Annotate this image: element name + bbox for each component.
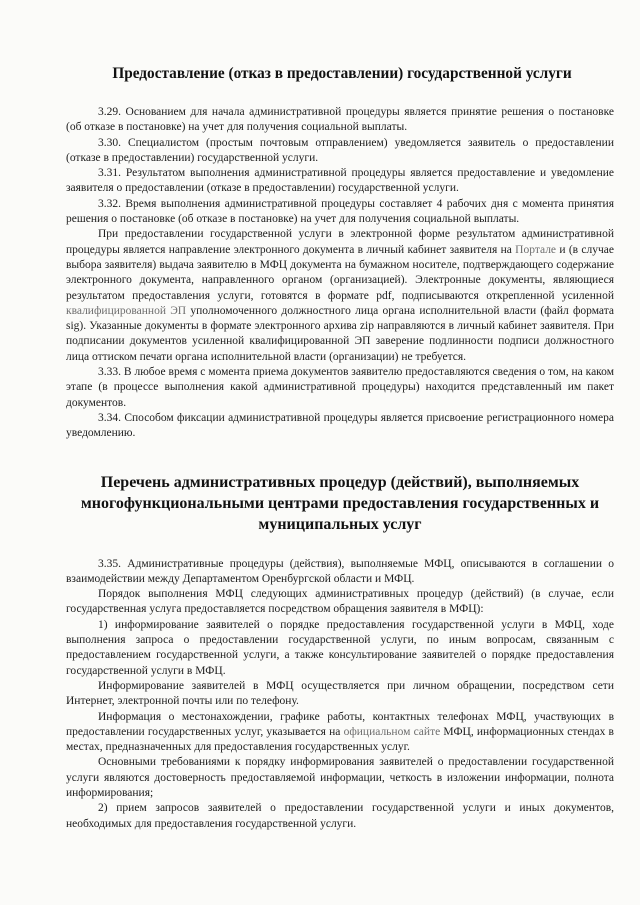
paragraph-item-1-informing: 1) информирование заявителей о порядке предоставления государственной услуги в МФЦ, ходе выполнения запроса о предоставлении государственной услуги, по иным вопросам, связанным с предоставлением государственной услуги, а также консультирование заявителей о порядке предоставления государственной услуги в МФЦ. (66, 618, 614, 677)
paragraph-3-31: 3.31. Результатом выполнения административной процедуры является предоставление и уведомление заявителя о предоставлении (отказе в предоставлении) государственной услуги. (66, 167, 614, 195)
paragraph-electronic-form (66, 227, 614, 365)
official-site-link[interactable]: официальном сайте (343, 725, 441, 738)
info-text-part2: МФЦ, информационных стендах в местах, предназначенных для предоставления государственных услуг. (66, 725, 614, 754)
paragraph-informing-requirements: Основными требованиями к порядку информирования заявителей о предоставлении государственной услуги являются достоверность предоставляемой информации, четкость в изложении информации, полнота информирования; (66, 756, 614, 799)
paragraph-3-32: 3.32. Время выполнения административной процедуры составляет 4 рабочих дня с момента принятия решения о постановке (об отказе в постановке) на учет для получения социальной выплаты. (66, 197, 614, 226)
paragraph-item-2-requests: 2) прием запросов заявителей о предоставлении государственной услуги и иных документов, необходимых для предоставления государственной услуги. (66, 802, 614, 830)
portal-link[interactable]: Портале (515, 243, 557, 256)
section-heading-mfc-procedures: Перечень административных процедур (действий), выполняемых многофункциональными центрами предоставления государственных и муниципальных услуг (80, 473, 600, 533)
electronic-text-part3: уполномоченного должностного лица органа исполнительной власти (файл формата sig). Указанные документы в формате электронного архива zip направляются в личный кабинет заявителя. При подписании документов усиленной квалифицированной ЭП заверение подлинности подписи должностного лица оттиском печати органа исполнительной власти (организации) не требуется. (66, 304, 614, 363)
paragraph-mfc-location-info (66, 710, 614, 756)
paragraph-3-35: 3.35. Административные процедуры (действия), выполняемые МФЦ, описываются в соглашении о взаимодействии между Департаментом Оренбургской области и МФЦ. (66, 557, 614, 585)
paragraph-3-34: 3.34. Способом фиксации административной процедуры является присвоение регистрационного номера уведомлению. (66, 411, 614, 440)
paragraph-3-30: 3.30. Специалистом (простым почтовым отправлением) уведомляется заявитель о предоставлении (отказе в предоставлении) государственной услуги. (66, 136, 614, 164)
paragraph-3-29: 3.29. Основанием для начала административной процедуры является принятие решения о постановке (об отказе в постановке) на учет для получения социальной выплаты. (66, 106, 614, 134)
electronic-text-part2: и (в случае выбора заявителя) выдача заявителю в МФЦ документа на бумажном носителе, подтверждающего содержание электронного документа, направленного органом (организацией). Электронные документы, являющиеся результатом предоставления услуги, готовятся в формате pdf, подписываются открепленной усиленной (66, 243, 615, 302)
electronic-text-part1: При предоставлении государственной услуги в электронной форме результатом административной процедуры является направление электронного документа в личный кабинет заявителя на (66, 228, 614, 256)
paragraph-informing-methods: Информирование заявителей в МФЦ осуществляется при личном обращении, посредством сети Интернет, электронной почты или по телефону. (66, 679, 614, 708)
paragraph-3-33: 3.33. В любое время с момента приема документов заявителю предоставляются сведения о том, на каком этапе (в процессе выполнения какой административной процедуры) находится представленный им пакет документов. (66, 366, 614, 409)
document-content (66, 64, 614, 832)
paragraph-mfc-order: Порядок выполнения МФЦ следующих административных процедур (действий) (в случае, если государственная услуга предоставляется посредством обращения заявителя в МФЦ): (66, 588, 614, 616)
section-heading-provision: Предоставление (отказ в предоставлении) государственной услуги (112, 65, 572, 82)
info-text-part1: Информация о местонахождении, графике работы, контактных телефонах МФЦ, участвующих в предоставлении государственных услуг, указывается на (66, 710, 614, 738)
qualified-ep-link[interactable]: квалифицированной ЭП (66, 304, 187, 317)
